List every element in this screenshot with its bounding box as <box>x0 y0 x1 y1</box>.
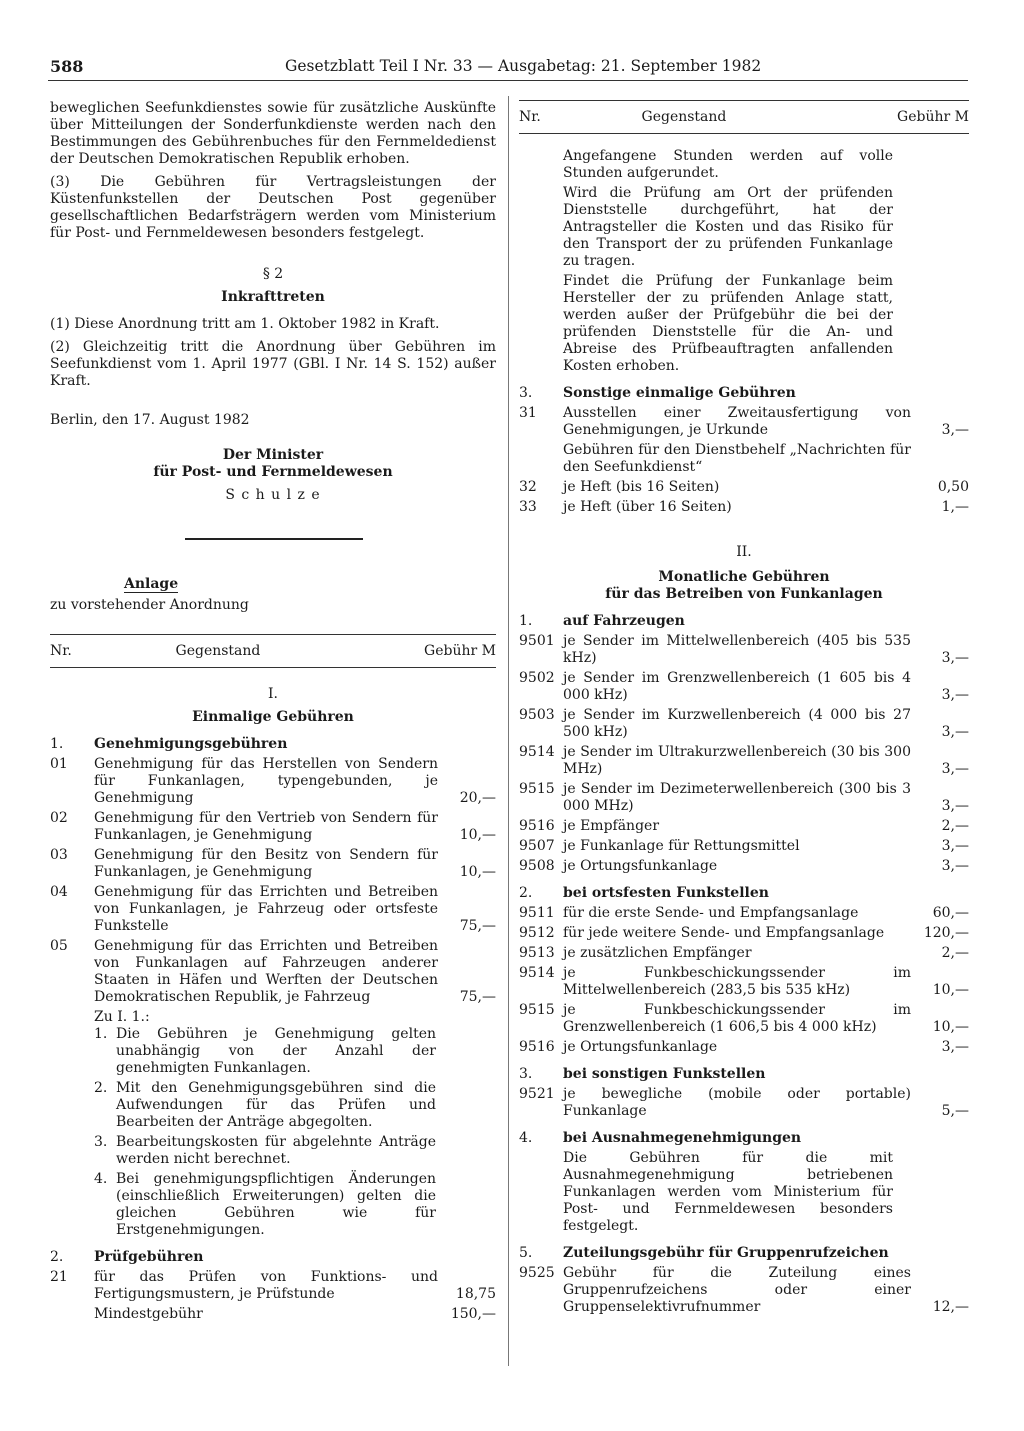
part-2-title-2: für das Betreiben von Funkanlagen <box>605 586 883 602</box>
table-row <box>50 847 496 881</box>
note-text: Die Gebühren je Genehmigung gelten unabhängig von der Anzahl der genehmigten Funkanlagen. <box>116 1026 436 1076</box>
row-text: je Empfänger <box>563 818 660 834</box>
row-number: 01 <box>50 756 68 772</box>
note-number: 4. <box>94 1171 108 1187</box>
place-date: Berlin, den 17. August 1982 <box>50 412 250 428</box>
row-fee: 18,75 <box>455 1286 496 1302</box>
row-number: 9501 <box>519 633 555 649</box>
row-fee: 3,— <box>941 724 969 740</box>
table-row <box>519 707 969 741</box>
section-heading: 4. bei Ausnahmegenehmigungen <box>519 1130 802 1146</box>
row-number: 05 <box>50 938 68 954</box>
row-fee: 1,— <box>941 499 969 515</box>
row-text: je Funkanlage für Rettungsmittel <box>563 838 800 854</box>
row-number: 9521 <box>519 1086 555 1102</box>
table-row <box>519 781 969 815</box>
section-number: § 2 <box>262 266 284 282</box>
row-text: je Sender im Kurzwellenbereich (4 000 bis 27 500 kHz) <box>563 707 911 740</box>
row-number: 04 <box>50 884 68 900</box>
table-row <box>519 858 969 875</box>
table-row <box>50 810 496 844</box>
col-nr: Nr. <box>50 643 72 659</box>
note-item <box>94 1134 496 1168</box>
intro-paragraph: beweglichen Seefunkdienstes sowie für zusätzliche Auskünfte über Mitteilungen der Sonderfunkdienste werden nach den Bestimmungen des Gebührenbuches für den Fernmeldedienst der Deutschen Demokratischen Republik erhoben. <box>50 100 496 167</box>
table-row <box>519 905 969 922</box>
row-fee: 20,— <box>459 790 496 806</box>
row-number: 9513 <box>519 945 555 961</box>
page-number: 588 <box>50 57 84 76</box>
note-number: 1. <box>94 1026 108 1042</box>
row-text: Genehmigung für das Herstellen von Sendern für Funkanlagen, typengebunden, je Genehmigung <box>94 756 438 806</box>
table-row <box>519 1002 969 1036</box>
row-number: 9514 <box>519 965 555 981</box>
row-text: Mindestgebühr <box>94 1306 203 1322</box>
annex-subtitle: zu vorstehender Anordnung <box>50 597 249 613</box>
part-title: Einmalige Gebühren <box>192 709 354 725</box>
table-row <box>519 442 969 476</box>
row-number: 31 <box>519 405 537 421</box>
page-header-title: Gesetzblatt Teil I Nr. 33 — Ausgabetag: 21. September 1982 <box>285 57 762 75</box>
part-2-number: II. <box>736 544 752 560</box>
row-fee: 3,— <box>941 858 969 874</box>
signer-title-2: für Post- und Fernmeldewesen <box>153 464 393 480</box>
row-text: je bewegliche (mobile oder portable) Funkanlage <box>563 1086 911 1119</box>
row-number: 9515 <box>519 781 555 797</box>
row-text: je Sender im Dezimeterwellenbereich (300 bis 3 000 MHz) <box>563 781 911 814</box>
left-column <box>50 100 496 1326</box>
note-text: Bei genehmigungspflichtigen Änderungen (einschließlich Erweiterungen) gelten die gleichen Gebühren wie für Erstgenehmigungen. <box>116 1171 436 1238</box>
table-row <box>519 1039 969 1056</box>
row-text: je zusätzlichen Empfänger <box>563 945 752 961</box>
row-number: 9515 <box>519 1002 555 1018</box>
column-divider <box>508 96 509 1366</box>
row-fee: 150,— <box>450 1306 496 1322</box>
col-fee: Gebühr M <box>897 109 969 125</box>
section-heading: 3. bei sonstigen Funkstellen <box>519 1066 766 1082</box>
exception-text: Die Gebühren für die mit Ausnahmegenehmigung betriebenen Funkanlagen werden vom Ministerium für Post- und Fernmeldewesen besonders festgelegt. <box>563 1150 893 1234</box>
row-text: je Sender im Ultrakurzwellenbereich (30 bis 300 MHz) <box>563 744 911 777</box>
table-row <box>519 838 969 855</box>
row-fee: 3,— <box>941 687 969 703</box>
part-number: I. <box>268 686 278 702</box>
annex-title: Anlage <box>124 576 179 592</box>
table-row <box>50 938 496 1006</box>
row-number: 9503 <box>519 707 555 723</box>
table-row <box>50 1306 496 1323</box>
section-title: Inkrafttreten <box>221 289 325 305</box>
row-text: für das Prüfen von Funktions- und Fertigungsmustern, je Prüfstunde <box>94 1269 438 1302</box>
col-subject: Gegenstand <box>641 109 727 125</box>
col-subject: Gegenstand <box>175 643 261 659</box>
row-fee: 10,— <box>459 827 496 843</box>
row-fee: 0,50 <box>937 479 969 495</box>
row-fee: 3,— <box>941 422 969 438</box>
clause-1: (1) Diese Anordnung tritt am 1. Oktober 1982 in Kraft. <box>50 316 440 332</box>
row-number: 9516 <box>519 1039 555 1055</box>
table-header-left <box>50 634 496 668</box>
row-number: 02 <box>50 810 68 826</box>
row-number: 9516 <box>519 818 555 834</box>
section-heading: 1. Genehmigungsgebühren <box>50 736 288 752</box>
row-fee: 5,— <box>941 1103 969 1119</box>
row-fee: 10,— <box>932 1019 969 1035</box>
table-row <box>50 1269 496 1303</box>
row-number: 9507 <box>519 838 555 854</box>
clause-2: (2) Gleichzeitig tritt die Anordnung über Gebühren im Seefunkdienst vom 1. April 1977 (GBl. I Nr. 14 S. 152) außer Kraft. <box>50 339 496 389</box>
row-fee: 10,— <box>932 982 969 998</box>
table-row <box>50 756 496 807</box>
table-row <box>50 884 496 935</box>
table-row <box>519 945 969 962</box>
table-row <box>519 479 969 496</box>
note-number: 2. <box>94 1080 108 1096</box>
row-text: Genehmigung für den Vertrieb von Sendern für Funkanlagen, je Genehmigung <box>94 810 438 843</box>
table-row <box>519 1086 969 1120</box>
row-text: Genehmigung für das Errichten und Betreiben von Funkanlagen, je Fahrzeug oder ortsfeste Funkstelle <box>94 884 438 934</box>
table-row <box>519 1265 969 1316</box>
table-row <box>519 499 969 516</box>
header-rule <box>48 80 968 81</box>
continuation-paragraph: Wird die Prüfung am Ort der prüfenden Dienststelle durchgeführt, hat der Antragsteller die Kosten und das Risiko für den Transport der zu prüfenden Funkanlage zu tragen. <box>563 185 893 269</box>
row-number: 9508 <box>519 858 555 874</box>
section-heading: 1. auf Fahrzeugen <box>519 613 685 629</box>
row-number: 21 <box>50 1269 68 1285</box>
continuation-paragraph: Findet die Prüfung der Funkanlage beim Hersteller der zu prüfenden Anlage statt, werden außer der Prüfgebühr die bei der prüfenden Dienststelle für die An- und Abreise des Prüfbeauftragten anfallenden Kosten erhoben. <box>563 273 893 374</box>
signer-name: S c h u l z e <box>225 487 321 503</box>
row-text: je Heft (über 16 Seiten) <box>563 499 732 515</box>
row-text: je Sender im Grenzwellenbereich (1 605 bis 4 000 kHz) <box>563 670 911 703</box>
row-text: je Funkbeschickungssender im Grenzwellenbereich (1 606,5 bis 4 000 kHz) <box>563 1002 911 1035</box>
table-row <box>519 633 969 667</box>
row-text: Genehmigung für das Errichten und Betreiben von Funkanlagen auf Fahrzeugen anderer Staaten in Häfen und Werften der Deutschen Demokratischen Republik, je Fahrzeug <box>94 938 438 1005</box>
row-fee: 3,— <box>941 761 969 777</box>
row-text: Gebühren für den Dienstbehelf „Nachrichten für den Seefunkdienst“ <box>563 442 911 475</box>
row-fee: 75,— <box>459 918 496 934</box>
row-fee: 2,— <box>941 818 969 834</box>
section-heading: 5. Zuteilungsgebühr für Gruppenrufzeichen <box>519 1245 889 1261</box>
note-text: Bearbeitungskosten für abgelehnte Anträge werden nicht berechnet. <box>116 1134 436 1167</box>
row-fee: 10,— <box>459 864 496 880</box>
row-fee: 3,— <box>941 650 969 666</box>
row-fee: 2,— <box>941 945 969 961</box>
row-text: für jede weitere Sende- und Empfangsanlage <box>563 925 885 941</box>
row-number: 9511 <box>519 905 555 921</box>
row-number: 32 <box>519 479 537 495</box>
note-item <box>94 1171 496 1239</box>
right-column <box>519 100 969 1319</box>
continuation-paragraph: Angefangene Stunden werden auf volle Stunden aufgerundet. <box>563 148 893 181</box>
col-fee: Gebühr M <box>424 643 496 659</box>
table-row <box>519 744 969 778</box>
part-2-title-1: Monatliche Gebühren <box>658 569 830 585</box>
row-text: für die erste Sende- und Empfangsanlage <box>563 905 859 921</box>
row-fee: 3,— <box>941 798 969 814</box>
col-nr: Nr. <box>519 109 541 125</box>
row-text: Gebühr für die Zuteilung eines Gruppenrufzeichens oder einer Gruppenselektivrufnummer <box>563 1265 911 1315</box>
row-fee: 3,— <box>941 1039 969 1055</box>
row-fee: 75,— <box>459 989 496 1005</box>
row-text: je Ortungsfunkanlage <box>563 858 718 874</box>
table-row <box>519 818 969 835</box>
row-number: 33 <box>519 499 537 515</box>
table-row <box>519 965 969 999</box>
row-number: 9514 <box>519 744 555 760</box>
note-text: Mit den Genehmigungsgebühren sind die Aufwendungen für das Prüfen und Bearbeiten der Anträge abgegolten. <box>116 1080 436 1130</box>
row-text: je Sender im Mittelwellenbereich (405 bis 535 kHz) <box>563 633 911 666</box>
row-text: Genehmigung für den Besitz von Sendern für Funkanlagen, je Genehmigung <box>94 847 438 880</box>
table-header-right <box>519 100 969 134</box>
notes-title: Zu I. 1.: <box>94 1009 150 1025</box>
row-fee: 3,— <box>941 838 969 854</box>
table-row <box>519 925 969 942</box>
note-number: 3. <box>94 1134 108 1150</box>
row-text: je Funkbeschickungssender im Mittelwellenbereich (283,5 bis 535 kHz) <box>563 965 911 998</box>
table-row <box>519 670 969 704</box>
row-fee: 12,— <box>932 1299 969 1315</box>
row-number: 9512 <box>519 925 555 941</box>
row-number: 9525 <box>519 1265 555 1281</box>
signer-title-1: Der Minister <box>222 447 324 463</box>
row-number: 03 <box>50 847 68 863</box>
row-text: Ausstellen einer Zweitausfertigung von Genehmigungen, je Urkunde <box>563 405 911 438</box>
section-heading: 2. bei ortsfesten Funkstellen <box>519 885 769 901</box>
note-item <box>94 1026 496 1077</box>
row-text: je Ortungsfunkanlage <box>563 1039 718 1055</box>
paragraph-3: (3) Die Gebühren für Vertragsleistungen der Küstenfunkstellen der Deutschen Post gegenüber gesellschaftlichen Bedarfsträgern werden vom Ministerium für Post- und Fernmeldewesen besonders festgelegt. <box>50 174 496 241</box>
note-item <box>94 1080 496 1131</box>
row-number: 9502 <box>519 670 555 686</box>
section-heading: 2. Prüfgebühren <box>50 1249 204 1265</box>
table-row <box>519 405 969 439</box>
row-fee: 60,— <box>932 905 969 921</box>
section-heading: 3. Sonstige einmalige Gebühren <box>519 385 796 401</box>
row-fee: 120,— <box>923 925 969 941</box>
row-text: je Heft (bis 16 Seiten) <box>563 479 720 495</box>
